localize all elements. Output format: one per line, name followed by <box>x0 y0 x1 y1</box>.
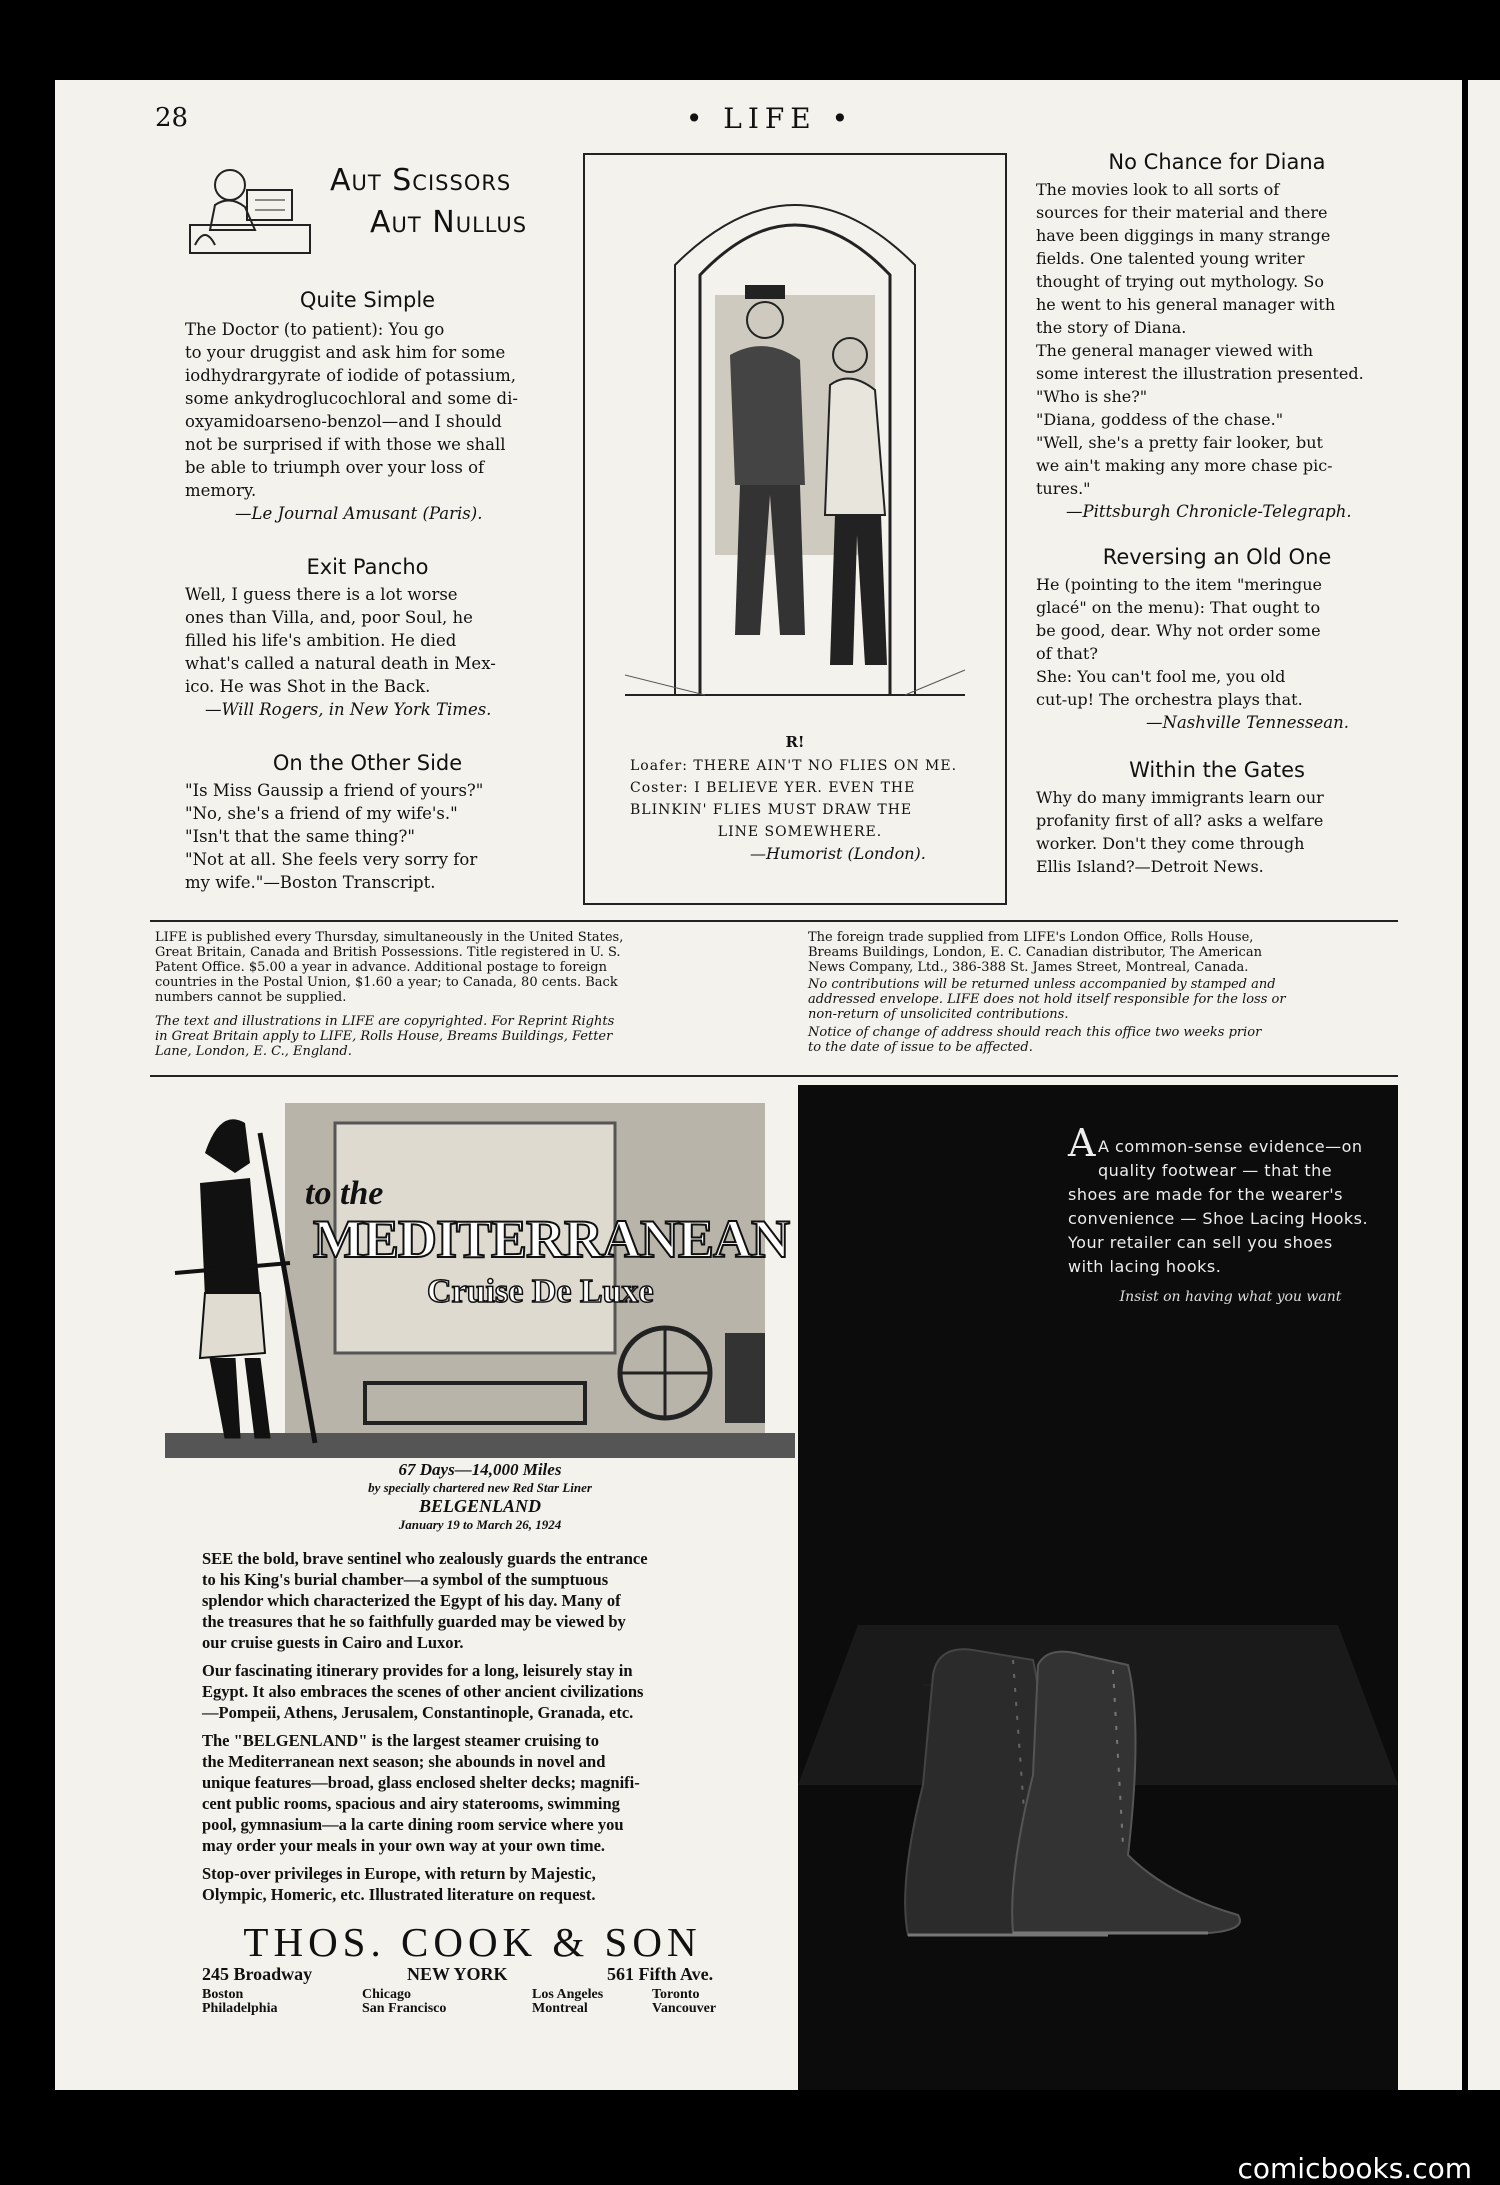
text-line: of that? <box>1036 644 1098 663</box>
article-body <box>185 779 550 894</box>
caption-line: LINE SOMEWHERE. <box>717 824 883 840</box>
text-line: "Diana, goddess of the chase." <box>1036 410 1284 429</box>
city: Los Angeles <box>532 1987 604 2002</box>
article-title: Exit Pancho <box>306 555 429 579</box>
article-credit: —Pittsburgh Chronicle-Telegraph. <box>1066 502 1352 521</box>
city: Chicago <box>362 1987 411 2002</box>
text-line: Well, I guess there is a lot worse <box>185 585 458 604</box>
city: Vancouver <box>652 2001 717 2016</box>
address-left: 245 Broadway <box>202 1964 313 1984</box>
text-line: some interest the illustration presented. <box>1036 364 1364 383</box>
ad-paragraph <box>202 1730 762 1856</box>
text-line: Ellis Island?—Detroit News. <box>1036 857 1264 876</box>
ad-headline: MEDITERRANEAN <box>313 1209 790 1269</box>
text-line: have been diggings in many strange <box>1036 226 1331 245</box>
cruise-liner: by specially chartered new Red Star Liner <box>368 1480 592 1495</box>
city: San Francisco <box>362 2001 447 2016</box>
pub-line: non-return of unsolicited contributions. <box>808 1007 1069 1022</box>
article-body <box>185 318 550 502</box>
city: Boston <box>202 1987 244 2002</box>
reading-cherub-icon <box>185 155 320 265</box>
text-line: The Doctor (to patient): You go <box>185 320 445 339</box>
text-line: "Well, she's a pretty fair looker, but <box>1036 433 1323 452</box>
text-line: iodhydrargyrate of iodide of potassium, <box>185 366 517 385</box>
ad-subhead: Cruise De Luxe <box>427 1273 654 1310</box>
ad-line: quality footwear — that the <box>1098 1161 1333 1180</box>
caption-line: Loafer: THERE AIN'T NO FLIES ON ME. <box>630 758 958 774</box>
text-line: "Not at all. She feels very sorry for <box>185 850 478 869</box>
text-line: sources for their material and there <box>1036 203 1328 222</box>
pub-line: in Great Britain apply to LIFE, Rolls House, Breams Buildings, Fetter <box>155 1029 613 1044</box>
text-line: be good, dear. Why not order some <box>1036 621 1321 640</box>
ad-paragraph <box>202 1548 762 1653</box>
article-credit: —Will Rogers, in New York Times. <box>205 700 492 719</box>
caption-line: BLINKIN' FLIES MUST DRAW THE <box>630 802 913 818</box>
cartoon-caption <box>630 755 970 865</box>
text-line: my wife."—Boston Transcript. <box>185 873 436 892</box>
ad-paragraph <box>202 1660 762 1723</box>
article-title: Quite Simple <box>299 288 436 312</box>
pub-line: numbers cannot be supplied. <box>155 990 347 1005</box>
logo-line2: Aut Nullus <box>370 205 528 240</box>
ad-line: may order your meals in your own way at your own time. <box>202 1836 606 1855</box>
column-logo <box>185 155 575 270</box>
article-credit: —Nashville Tennessean. <box>1146 713 1349 732</box>
cartoon-credit: —Humorist (London). <box>750 844 926 863</box>
text-line: not be surprised if with those we shall <box>185 435 506 454</box>
text-line: we ain't making any more chase pic- <box>1036 456 1333 475</box>
cruise-dates: January 19 to March 26, 1924 <box>398 1517 562 1532</box>
ad-line: SEE the bold, brave sentinel who zealously guards the entrance <box>202 1549 648 1568</box>
ad-line: Stop-over privileges in Europe, with return by Majestic, <box>202 1864 596 1883</box>
cruise-ad-copy <box>202 1548 762 1905</box>
text-line: to your druggist and ask him for some <box>185 343 506 362</box>
ad-line: A A common-sense evidence—on <box>1068 1121 1363 1165</box>
caption-line: Coster: I BELIEVE YER. EVEN THE <box>630 780 916 796</box>
right-column <box>1036 150 1398 878</box>
article-body <box>1036 178 1398 500</box>
article-body <box>185 583 550 698</box>
ship-name: BELGENLAND <box>418 1496 541 1516</box>
article-title: Within the Gates <box>1129 758 1305 782</box>
pub-line: Breams Buildings, London, E. C. Canadian distributor, The American <box>808 945 1262 960</box>
pub-line: to the date of issue to be affected. <box>808 1040 1033 1055</box>
text-line: ico. He was Shot in the Back. <box>185 677 431 696</box>
divider <box>150 1075 1398 1077</box>
text-line: He (pointing to the item "meringue <box>1036 575 1323 594</box>
ad-line: —Pompeii, Athens, Jerusalem, Constantinople, Granada, etc. <box>202 1703 634 1722</box>
ad-line: pool, gymnasium—a la carte dining room service where you <box>202 1815 624 1834</box>
ad-line: to his King's burial chamber—a symbol of the sumptuous <box>202 1570 609 1589</box>
gutter <box>1462 80 1468 2090</box>
site-watermark: comicbooks.com <box>1237 2152 1472 2185</box>
ad-line: cent public rooms, spacious and airy staterooms, swimming <box>202 1794 620 1813</box>
text-line: Why do many immigrants learn our <box>1036 788 1324 807</box>
text-line: The movies look to all sorts of <box>1036 180 1280 199</box>
article-body <box>1036 786 1398 878</box>
ad-line: Our fascinating itinerary provides for a long, leisurely stay in <box>202 1661 633 1680</box>
cruise-ad-illustration <box>165 1093 795 1458</box>
text-line: The general manager viewed with <box>1036 341 1314 360</box>
text-line: fields. One talented young writer <box>1036 249 1305 268</box>
ad-line: The "BELGENLAND" is the largest steamer cruising to <box>202 1731 600 1750</box>
pub-line: countries in the Postal Union, $1.60 a year; to Canada, 80 cents. Back <box>155 975 618 990</box>
ad-line: convenience — Shoe Lacing Hooks. <box>1068 1209 1369 1228</box>
cartoon-illustration <box>585 155 1005 715</box>
text-line: "Who is she?" <box>1036 387 1148 406</box>
article-credit: —Le Journal Amusant (Paris). <box>235 504 483 523</box>
text-line: oxyamidoarseno-benzol—and I should <box>185 412 502 431</box>
page-number: 28 <box>155 103 189 133</box>
pub-line: Great Britain, Canada and British Possessions. Title registered in U. S. <box>155 945 621 960</box>
pub-line: addressed envelope. LIFE does not hold itself responsible for the loss or <box>808 992 1286 1007</box>
publication-info-right <box>808 930 1428 1055</box>
text-line: be able to triumph over your loss of <box>185 458 485 477</box>
city: Montreal <box>532 2001 588 2016</box>
ad-paragraph <box>202 1863 762 1905</box>
masthead: • LIFE • <box>685 102 855 135</box>
text-line: She: You can't fool me, you old <box>1036 667 1286 686</box>
text-line: "No, she's a friend of my wife's." <box>185 804 458 823</box>
divider <box>150 920 1398 922</box>
ad-tagline: Insist on having what you want <box>1119 1289 1342 1305</box>
text-line: tures." <box>1036 479 1091 498</box>
city: Toronto <box>652 1987 700 2002</box>
pub-line: The foreign trade supplied from LIFE's London Office, Rolls House, <box>808 930 1254 945</box>
article-title: Reversing an Old One <box>1102 545 1332 569</box>
city: Philadelphia <box>202 2001 278 2016</box>
article-body <box>1036 573 1398 711</box>
logo-line1: Aut Scissors <box>330 163 512 198</box>
text-line: some ankydroglucochloral and some di- <box>185 389 518 408</box>
text-line: "Is Miss Gaussip a friend of yours?" <box>185 781 484 800</box>
text-line: profanity first of all? asks a welfare <box>1036 811 1324 830</box>
ad-line: splendor which characterized the Egypt of his day. Many of <box>202 1591 621 1610</box>
text-line: glacé" on the menu): That ought to <box>1036 598 1321 617</box>
address-city: NEW YORK <box>407 1964 508 1984</box>
pub-line: LIFE is published every Thursday, simultaneously in the United States, <box>155 930 624 945</box>
ad-line: our cruise guests in Cairo and Luxor. <box>202 1633 464 1652</box>
ad-line: Egypt. It also embraces the scenes of other ancient civilizations <box>202 1682 644 1701</box>
article-title: No Chance for Diana <box>1108 150 1326 174</box>
text-line: the story of Diana. <box>1036 318 1187 337</box>
cruise-duration: 67 Days—14,000 Miles <box>398 1460 562 1479</box>
text-line: he went to his general manager with <box>1036 295 1336 314</box>
pub-line: The text and illustrations in LIFE are copyrighted. For Reprint Rights <box>155 1014 615 1029</box>
text-line: thought of trying out mythology. So <box>1036 272 1324 291</box>
publication-info-left <box>155 930 785 1059</box>
ad-line: Olympic, Homeric, etc. Illustrated literature on request. <box>202 1885 596 1904</box>
ad-line: the Mediterranean next season; she abounds in novel and <box>202 1752 606 1771</box>
pub-line: Patent Office. $5.00 a year in advance. Additional postage to foreign <box>155 960 607 975</box>
facing-page-edge <box>1468 80 1500 2090</box>
text-line: what's called a natural death in Mex- <box>185 654 496 673</box>
company-name: THOS. COOK & SON <box>243 1919 702 1965</box>
ad-line: unique features—broad, glass enclosed shelter decks; magnifi- <box>202 1773 640 1792</box>
text-line: ones than Villa, and, poor Soul, he <box>185 608 473 627</box>
ad-line: Your retailer can sell you shoes <box>1068 1233 1333 1252</box>
pub-line: News Company, Ltd., 386-388 St. James Street, Montreal, Canada. <box>808 960 1249 975</box>
cartoon-title: R! <box>785 733 805 751</box>
shoe-ad <box>795 1085 1398 2090</box>
pub-line: Lane, London, E. C., England. <box>155 1044 352 1059</box>
text-line: cut-up! The orchestra plays that. <box>1036 690 1303 709</box>
article-title: On the Other Side <box>272 751 463 775</box>
cruise-details <box>165 1460 795 1533</box>
text-line: worker. Don't they come through <box>1036 834 1305 853</box>
pub-line: No contributions will be returned unless accompanied by stamped and <box>808 977 1276 992</box>
text-line: "Isn't that the same thing?" <box>185 827 415 846</box>
ad-line: the treasures that he so faithfully guarded may be viewed by <box>202 1612 626 1631</box>
address-right: 561 Fifth Ave. <box>607 1964 714 1984</box>
ad-to-the: to the <box>305 1175 384 1212</box>
text-line: memory. <box>185 481 257 500</box>
cartoon-frame <box>583 153 1007 905</box>
pub-line: Notice of change of address should reach this office two weeks prior <box>808 1025 1262 1040</box>
text-line: filled his life's ambition. He died <box>185 631 457 650</box>
ad-line: shoes are made for the wearer's <box>1068 1185 1344 1204</box>
ad-line: with lacing hooks. <box>1068 1257 1222 1276</box>
lace-boots-illustration <box>798 1085 1398 2090</box>
left-column <box>185 288 550 894</box>
